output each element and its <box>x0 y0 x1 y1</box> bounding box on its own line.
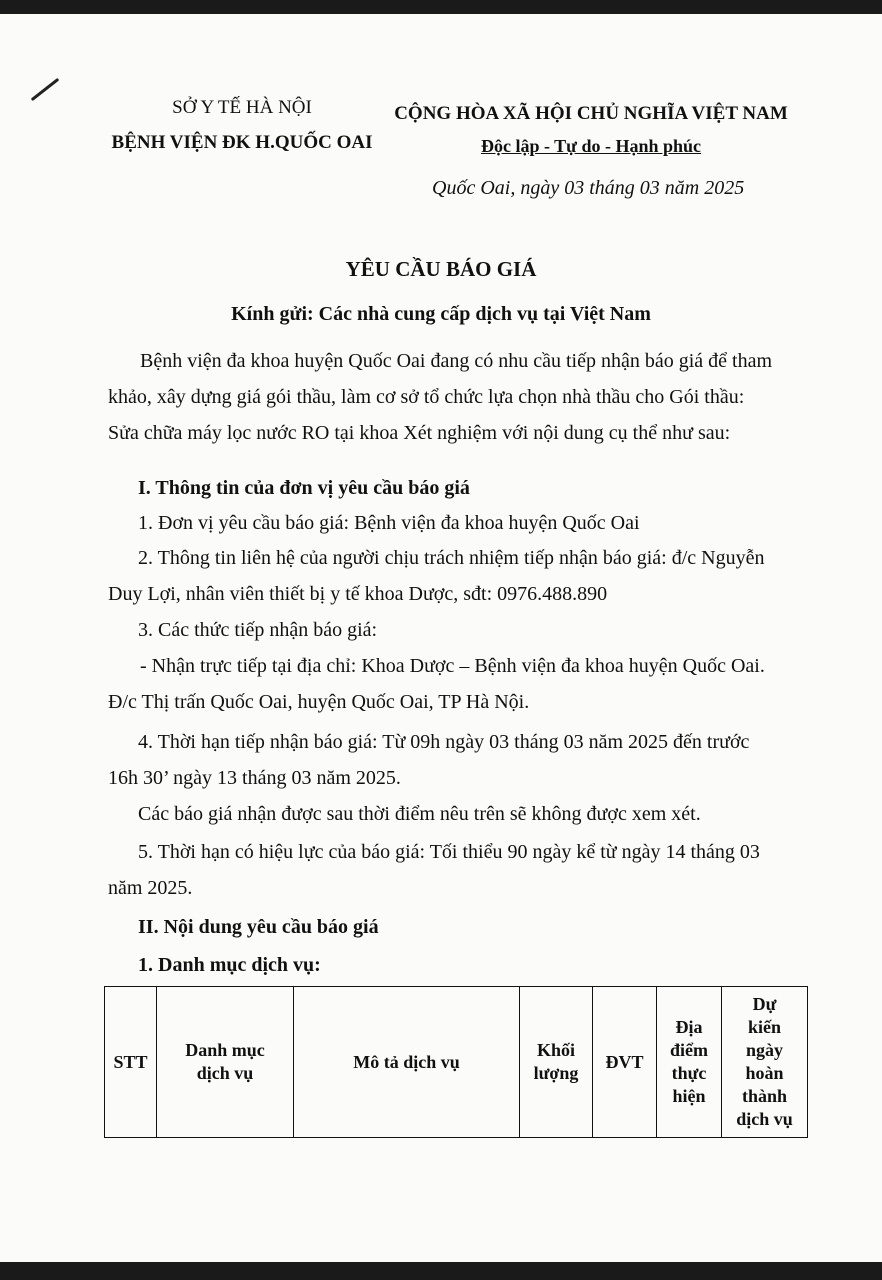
hospital-name: BỆNH VIỆN ĐK H.QUỐC OAI <box>111 132 373 153</box>
section-1-item-4-line-1: 4. Thời hạn tiếp nhận báo giá: Từ 09h ngày 03 tháng 03 năm 2025 đến trước <box>138 731 750 753</box>
section-1-item-3-bullet-line-2: Đ/c Thị trấn Quốc Oai, huyện Quốc Oai, TP Hà Nội. <box>108 691 530 713</box>
col-header-stt: STT <box>105 987 157 1138</box>
col-header-dvt: ĐVT <box>593 987 657 1138</box>
col-header-mo-ta: Mô tả dịch vụ <box>294 987 520 1138</box>
section-1-item-5-line-1: 5. Thời hạn có hiệu lực của báo giá: Tối thiểu 90 ngày kể từ ngày 14 tháng 03 <box>138 841 760 863</box>
col-header-khoi-luong: Khối lượng <box>520 987 593 1138</box>
national-motto: Độc lập - Tự do - Hạnh phúc <box>480 136 702 156</box>
document-title: YÊU CẦU BÁO GIÁ <box>345 257 537 281</box>
section-1-item-3-bullet-line-1: - Nhận trực tiếp tại địa chỉ: Khoa Dược – Bệnh viện đa khoa huyện Quốc Oai. <box>140 655 765 677</box>
intro-line-2: khảo, xây dựng giá gói thầu, làm cơ sở tổ chức lựa chọn nhà thầu cho Gói thầu: <box>108 386 745 408</box>
section-1-item-2-line-2: Duy Lợi, nhân viên thiết bị y tế khoa Dược, sđt: 0976.488.890 <box>108 583 608 605</box>
national-title: CỘNG HÒA XÃ HỘI CHỦ NGHĨA VIỆT NAM <box>394 103 788 124</box>
section-1-heading: I. Thông tin của đơn vị yêu cầu báo giá <box>138 477 470 499</box>
service-table <box>104 986 808 1138</box>
col-header-du-kien: Dự kiến ngày hoàn thành dịch vụ <box>722 987 808 1138</box>
department-name: SỞ Y TẾ HÀ NỘI <box>172 97 312 118</box>
table-header-row <box>105 987 808 1138</box>
section-1-item-5-line-2: năm 2025. <box>108 877 193 899</box>
section-2-heading: II. Nội dung yêu cầu báo giá <box>138 916 379 938</box>
section-2-sub-1: 1. Danh mục dịch vụ: <box>138 954 321 976</box>
section-1-note: Các báo giá nhận được sau thời điểm nêu trên sẽ không được xem xét. <box>138 803 701 825</box>
intro-line-3: Sửa chữa máy lọc nước RO tại khoa Xét nghiệm với nội dung cụ thể như sau: <box>108 422 731 444</box>
section-1-item-2-line-1: 2. Thông tin liên hệ của người chịu trách nhiệm tiếp nhận báo giá: đ/c Nguyễn <box>138 547 765 569</box>
intro-line-1: Bệnh viện đa khoa huyện Quốc Oai đang có nhu cầu tiếp nhận báo giá để tham <box>140 350 773 372</box>
col-header-danh-muc: Danh mục dịch vụ <box>157 987 294 1138</box>
date-line: Quốc Oai, ngày 03 tháng 03 năm 2025 <box>432 177 745 199</box>
section-1-item-4-line-2: 16h 30’ ngày 13 tháng 03 năm 2025. <box>108 767 401 789</box>
pen-mark <box>31 78 60 101</box>
document-page <box>0 14 882 1262</box>
section-1-item-1: 1. Đơn vị yêu cầu báo giá: Bệnh viện đa khoa huyện Quốc Oai <box>138 512 640 534</box>
col-header-dia-diem: Địa điểm thực hiện <box>657 987 722 1138</box>
recipient-line: Kính gửi: Các nhà cung cấp dịch vụ tại Việt Nam <box>231 303 651 325</box>
section-1-item-3: 3. Các thức tiếp nhận báo giá: <box>138 619 378 641</box>
